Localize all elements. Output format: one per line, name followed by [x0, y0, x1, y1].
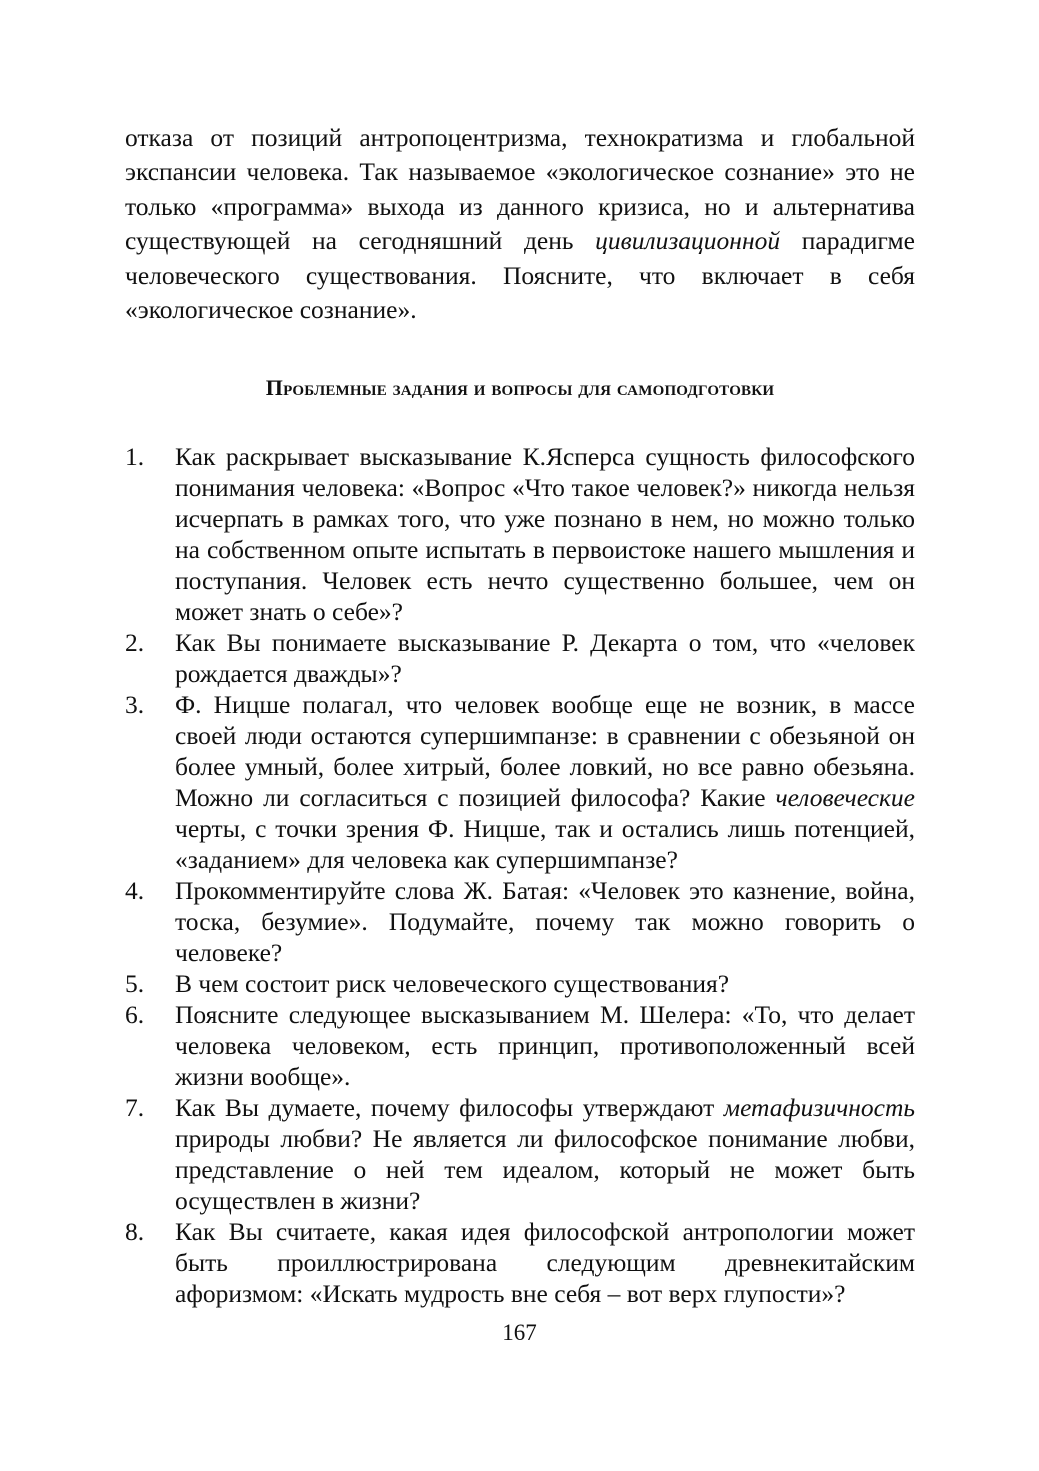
task-item-5: 5. В чем состоит риск человеческого существования? [125, 969, 730, 999]
intro-paragraph [125, 121, 915, 327]
task-item-4: 4. Прокомментируйте слова Ж. Батая: «Человек это казнение, война, тоска, безумие». Подумайте, почему так можно говорить о человеке? [125, 876, 915, 968]
intro-text-1: отказа от позиций антропоцентризма, технократизма и глобальной экспансии человека. Так называемое «экологическое сознание» это не только «программа» выхода из данного кризиса, но и альтернатива существующей на сегодняшний день [125, 123, 915, 256]
task-list [125, 441, 915, 1309]
intro-italic: цивилизационной [595, 226, 781, 256]
task-item-8: 8. Как Вы считаете, какая идея философской антропологии может быть проиллюстрирована следующим древнекитайским афоризмом: «Искать мудрость вне себя – вот верх глупости»? [125, 1217, 915, 1309]
intro-text-2: парадигме человеческого существования. Поясните, что включает в себя «экологическое сознание». [125, 226, 915, 325]
task-item-6: 6. Поясните следующее высказыванием М. Шелера: «То, что делает человека человеком, есть принцип, противоположенный всей жизни вообще». [125, 1000, 915, 1092]
page-body [125, 121, 915, 1309]
task-item-2: 2. Как Вы понимаете высказывание Р. Декарта о том, что «человек рождается дважды»? [125, 628, 915, 689]
page-number: 167 [502, 1320, 537, 1345]
task-item-7: 7. Как Вы думаете, почему философы утверждают метафизичность природы любви? Не является ли философское понимание любви, представление о ней тем идеалом, который не может быть осуществлен в жизни? [125, 1093, 915, 1216]
task-item-3: 3. Ф. Ницше полагал, что человек вообще еще не возник, в массе своей люди остаются супершимпанзе: в сравнении с обезьяной он более умный, более хитрый, более ловкий, но все равно обезьяна. Можно ли согласиться с позицией философа? Какие человеческие черты, с точки зрения Ф. Ницше, так и остались лишь потенцией, «заданием» для человека как супершимпанзе? [125, 690, 915, 875]
section-heading: Проблемные задания и вопросы для самоподготовки [265, 375, 775, 401]
task-item-1: 1. Как раскрывает высказывание К.Ясперса сущность философского понимания человека: «Вопрос «Что такое человек?» никогда нельзя исчерпать в рамках того, что уже познано в нем, но можно только на собственном опыте испытать в первоистоке нашего мышления и поступания. Человек есть нечто существенно большее, чем он может знать о себе»? [125, 442, 915, 627]
